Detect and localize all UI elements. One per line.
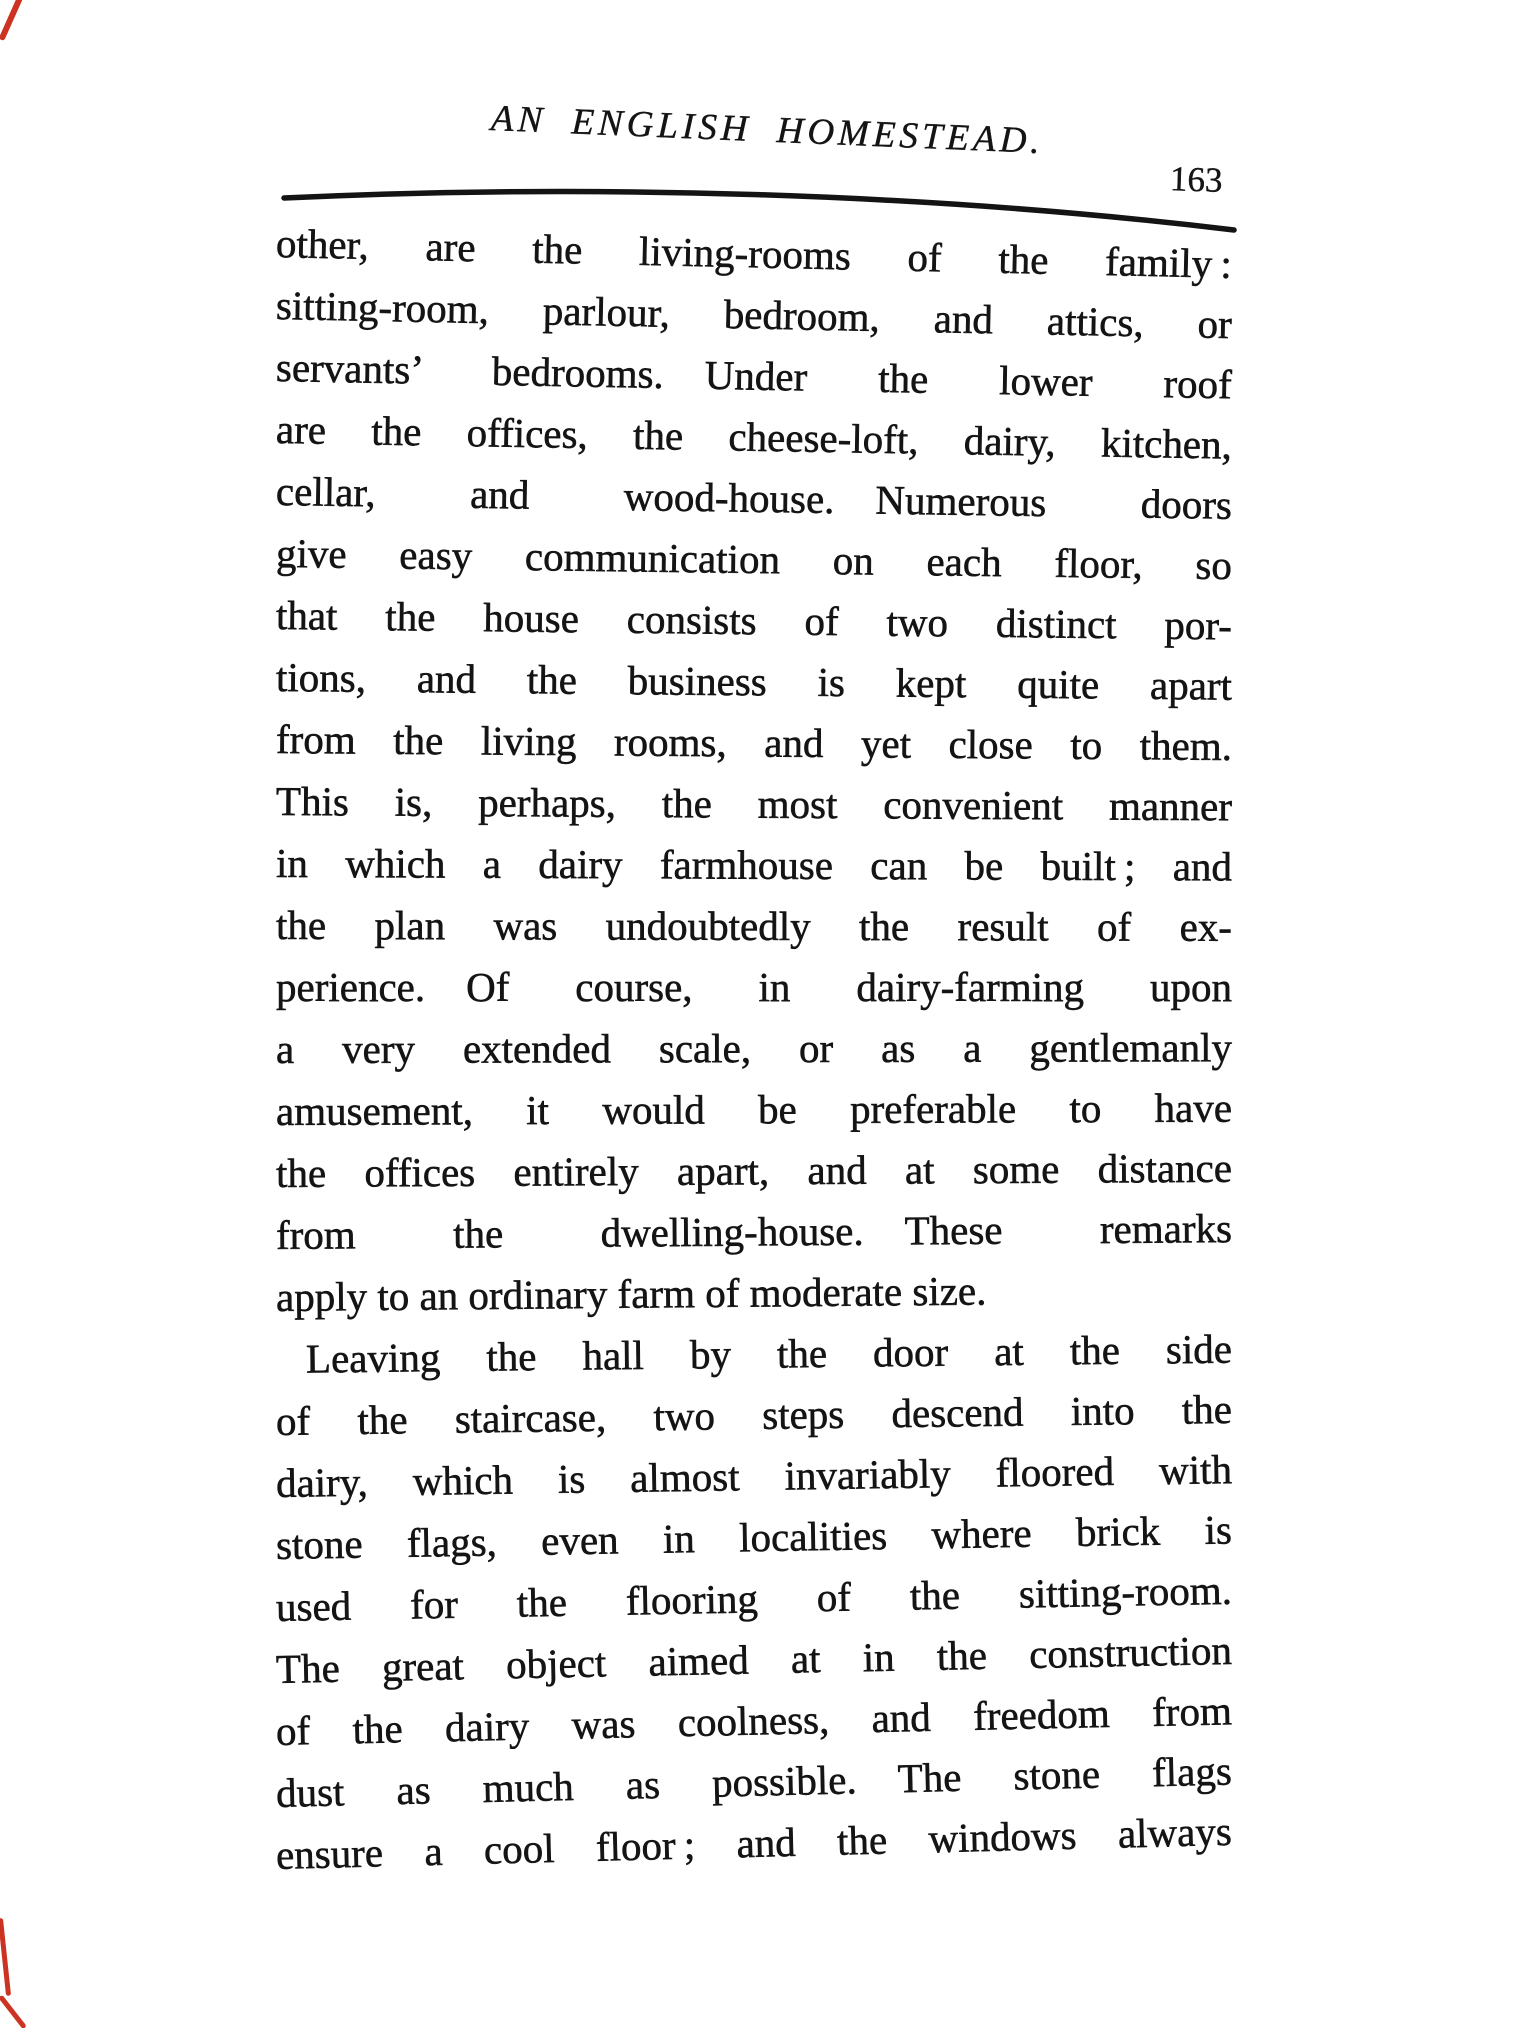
- text-line: apply to an ordinary farm of moderate size.: [275, 1267, 987, 1320]
- text-line: of the dairy was coolness, and freedom from: [275, 1687, 1233, 1754]
- text-line: used for the flooring of the sitting-room.: [275, 1566, 1233, 1630]
- text-line: cellar, and wood-house. Numerous doors: [275, 468, 1233, 528]
- red-pen-mark-bottom-left: [0, 1918, 11, 1996]
- text-line: in which a dairy farmhouse can be built ; and: [275, 840, 1233, 890]
- red-pen-mark-bottom-edge: [0, 1995, 27, 2028]
- text-line: This is, perhaps, the most convenient manner: [275, 778, 1233, 830]
- text-line: from the dwelling-house. These remarks: [275, 1205, 1233, 1258]
- text-line: dairy, which is almost invariably floored with: [275, 1446, 1233, 1506]
- text-line: The great object aimed at in the construction: [275, 1626, 1233, 1692]
- text-line: tions, and the business is kept quite apart: [275, 654, 1233, 709]
- text-line: dust as much as possible. The stone flags: [275, 1747, 1233, 1816]
- running-title: AN ENGLISH HOMESTEAD.: [490, 97, 1045, 163]
- text-line: Leaving the hall by the door at the side: [305, 1325, 1233, 1382]
- text-line: a very extended scale, or as a gentlemanly: [275, 1024, 1233, 1072]
- text-line: ensure a cool floor ; and the windows always: [275, 1807, 1233, 1878]
- text-line: give easy communication on each floor, so: [275, 530, 1233, 589]
- text-line: are the offices, the cheese-loft, dairy, kitchen,: [275, 406, 1233, 468]
- text-line: other, are the living-rooms of the family :: [275, 220, 1233, 287]
- text-line: the plan was undoubtedly the result of ex-: [275, 902, 1233, 950]
- page-number: 163: [1169, 159, 1224, 200]
- text-line: that the house consists of two distinct por-: [275, 592, 1233, 649]
- text-line: the offices entirely apart, and at some distance: [275, 1144, 1233, 1196]
- text-line: perience. Of course, in dairy-farming upon: [276, 964, 1232, 1010]
- text-line: amusement, it would be preferable to have: [275, 1084, 1233, 1134]
- text-line: from the living rooms, and yet close to them.: [275, 716, 1233, 770]
- text-line: of the staircase, two steps descend into the: [275, 1385, 1233, 1444]
- text-line: servants’ bedrooms. Under the lower roof: [275, 344, 1233, 408]
- text-line: stone flags, even in localities where brick is: [275, 1506, 1233, 1568]
- text-line: sitting-room, parlour, bedroom, and attics, or: [275, 282, 1233, 348]
- body-text-block: [276, 212, 1232, 1886]
- red-pen-mark-top-left: [0, 0, 24, 41]
